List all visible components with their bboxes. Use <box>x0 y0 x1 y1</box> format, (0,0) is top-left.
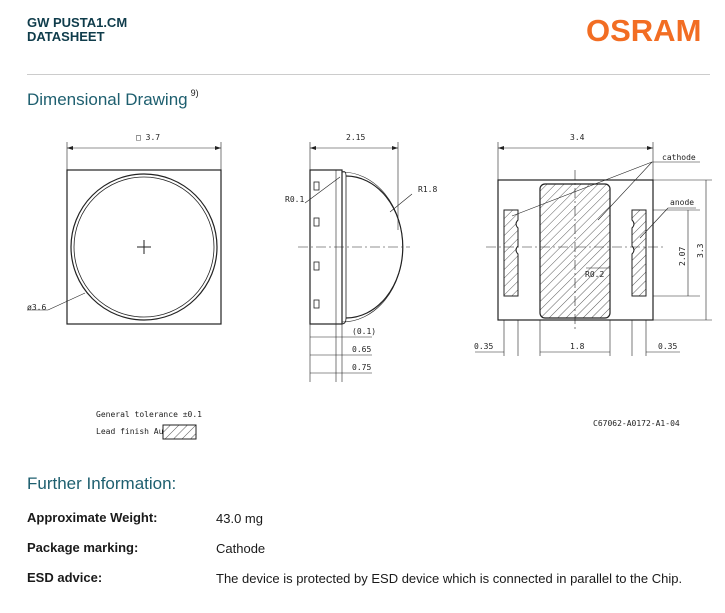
package-marking-value: Cathode <box>216 541 266 556</box>
weight-label: Approximate Weight: <box>27 510 158 525</box>
bottom-view <box>475 142 712 356</box>
document-header <box>27 16 127 44</box>
package-marking-label: Package marking: <box>27 540 139 555</box>
esd-advice-value: The device is protected by ESD device which is connected in parallel to the Chip. <box>216 571 683 586</box>
side-dim-075: 0.75 <box>352 363 372 372</box>
side-radius-large: R1.8 <box>418 185 438 194</box>
front-diameter-label: ø3.6 <box>27 303 47 312</box>
section-title: Dimensional Drawing <box>27 90 188 109</box>
side-dim-01: (0.1) <box>352 327 377 336</box>
lead-finish-swatch <box>163 425 196 439</box>
cathode-label: cathode <box>662 153 696 162</box>
osram-logo: OSRAM <box>586 13 702 48</box>
center-pad-label: 1.8 <box>570 342 585 351</box>
general-tolerance: General tolerance ±0.1 <box>96 410 202 419</box>
radius-label: R0.2 <box>585 270 605 279</box>
doc-type: DATASHEET <box>27 29 105 44</box>
anode-label: anode <box>670 198 695 207</box>
product-name: GW PUSTA1.CM <box>27 15 128 30</box>
bottom-width-label: 3.4 <box>570 133 585 142</box>
right-pad-label: 0.35 <box>658 342 678 351</box>
drawing-number: C67062-A0172-A1-04 <box>593 419 680 428</box>
height-207-label: 2.07 <box>678 246 687 266</box>
dimensional-drawing-heading <box>27 90 199 110</box>
front-view <box>27 142 221 324</box>
side-width-label: 2.15 <box>346 133 366 142</box>
footnote-marker: 9) <box>190 88 199 98</box>
lead-finish: Lead finish Au <box>96 427 164 436</box>
side-dim-065: 0.65 <box>352 345 372 354</box>
left-pad-label: 0.35 <box>474 342 494 351</box>
height-33-label: 3.3 <box>696 243 705 258</box>
dimensional-drawing <box>0 120 725 440</box>
esd-advice-label: ESD advice: <box>27 570 103 585</box>
header-divider <box>27 74 710 75</box>
side-radius-small: R0.1 <box>285 195 305 204</box>
weight-value: 43.0 mg <box>216 511 263 526</box>
further-information-heading: Further Information: <box>27 474 177 493</box>
front-width-label: □ 3.7 <box>136 133 161 142</box>
